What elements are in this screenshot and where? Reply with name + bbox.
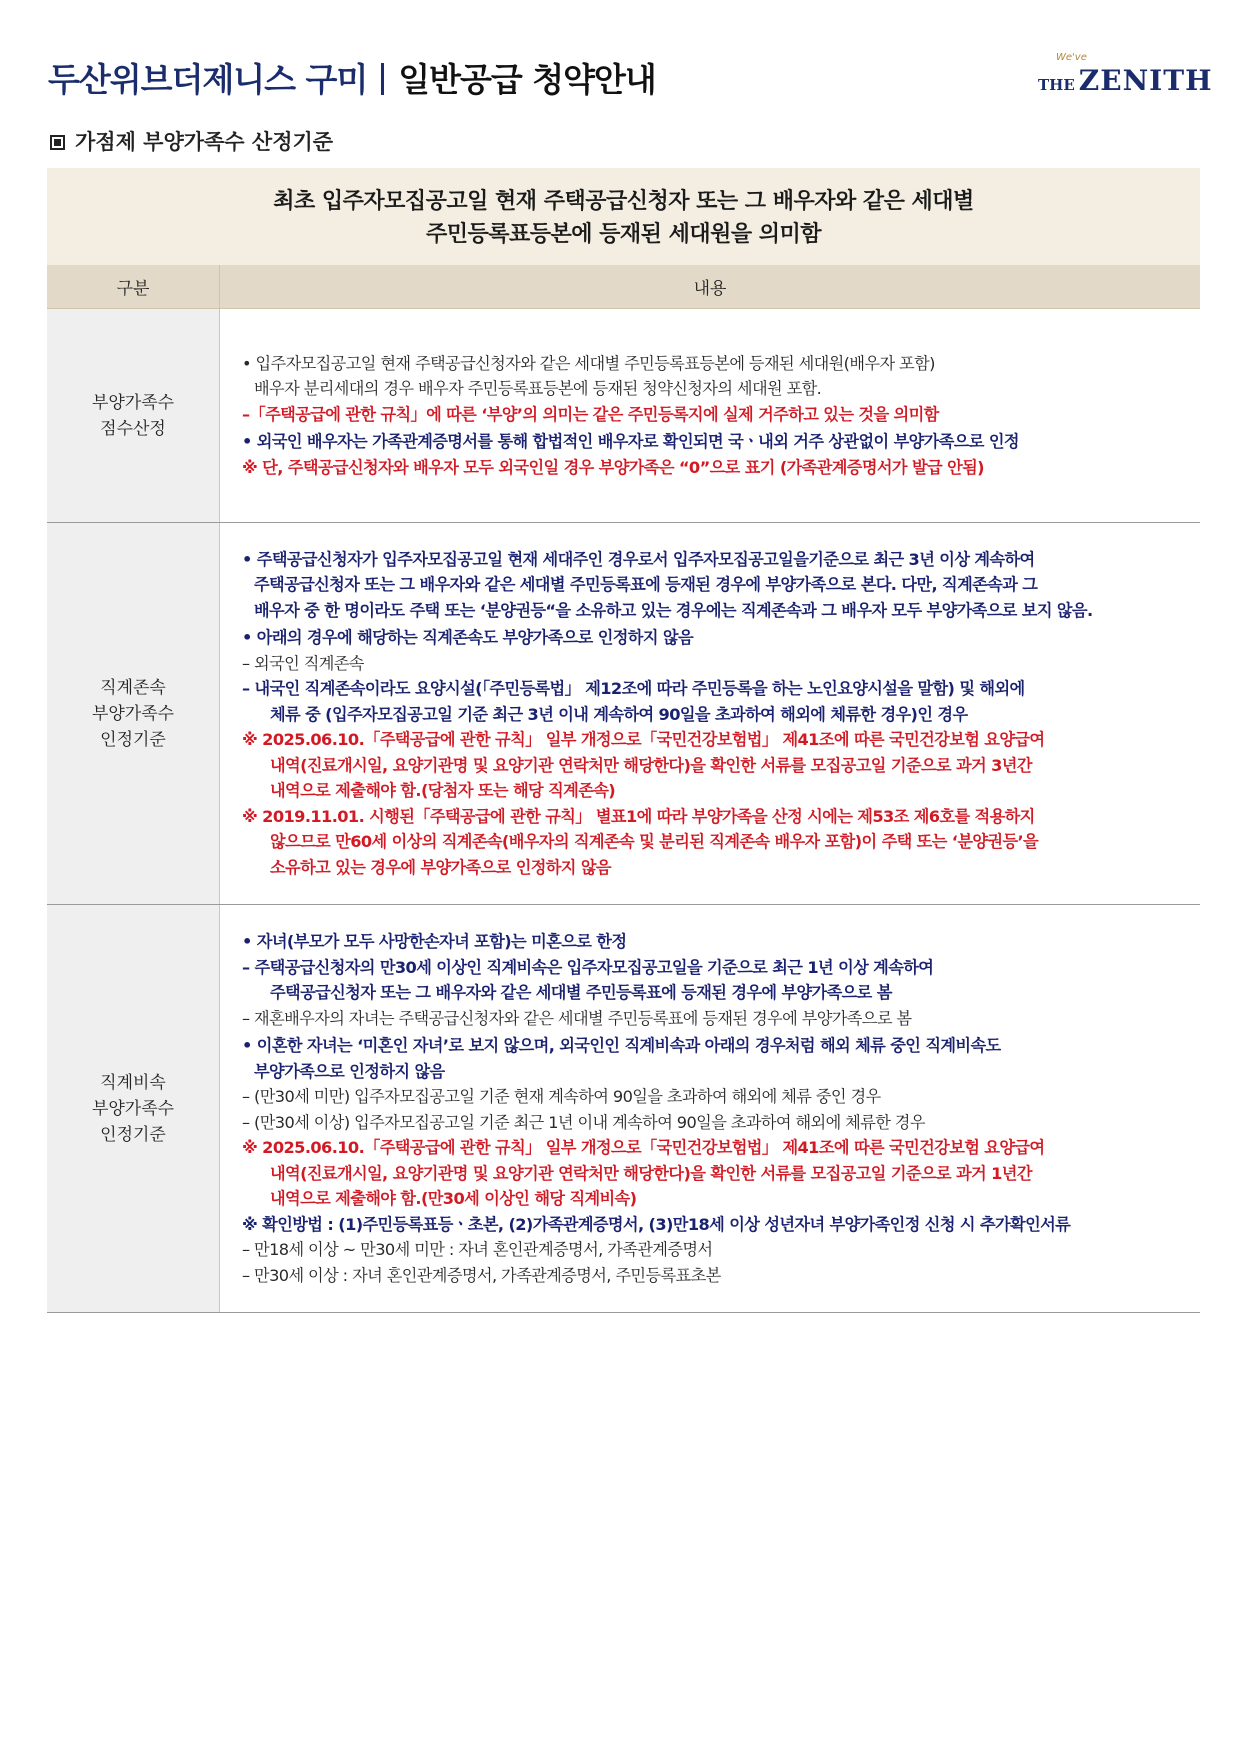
label-line: 직계비속 [100,1072,166,1093]
content-line: 내역(진료개시일, 요양기관명 및 요양기관 연락처만 해당한다)을 확인한 서류를 모집공고일 기준으로 과거 3년간 [270,755,1032,775]
content-line: ※ 2025.06.10.「주택공급에 관한 규칙」 일부 개정으로「국민건강보험법」 제41조에 따른 국민건강보험 요양급여 [242,1138,1045,1157]
logo-main: ZENITH [1078,64,1213,97]
section-title-text: 가점제 부양가족수 산정기준 [75,130,334,154]
content-line: ※ 2025.06.10.「주택공급에 관한 규칙」 일부 개정으로「국민건강보험법」 제41조에 따른 국민건강보험 요양급여 [242,730,1045,750]
row-label [47,905,220,1312]
content-line: 않으므로 만60세 이상의 직계존속(배우자의 직계존속 및 분리된 직계존속 배우자 포함)이 주택 또는 ‘분양권등’을 [270,832,1039,852]
label-line: 인정기준 [100,729,166,750]
label-line: 인정기준 [100,1124,166,1145]
brand-name: 두산위브더제니스 구미 [48,60,368,99]
the-zenith-logo [1038,52,1213,102]
content-line: – 만30세 이상 : 자녀 혼인관계증명서, 가족관계증명서, 주민등록표초본 [242,1265,721,1285]
table-header [47,265,1200,309]
label-line: 부양가족수 [91,1098,175,1119]
content-line: • 주택공급신청자가 입주자모집공고일 현재 세대주인 경우로서 입주자모집공고일을기준으로 최근 3년 이상 계속하여 [242,549,1035,569]
content-line: 배우자 분리세대의 경우 배우자 주민등록표등본에 등재된 청약신청자의 세대원 포함. [254,379,822,399]
content-line: – 내국인 직계존속이라도 요양시설(「주민등록법」 제12조에 따라 주민등록을 하는 노인요양시설을 말함) 및 해외에 [242,679,1025,699]
row-content [220,309,1200,522]
content-line: – 재혼배우자의 자녀는 주택공급신청자와 같은 세대별 주민등록표에 등재된 경우에 부양가족으로 봄 [242,1008,912,1028]
content-line: 체류 중 (입주자모집공고일 기준 최근 3년 이내 계속하여 90일을 초과하여 해외에 체류한 경우)인 경우 [270,704,968,724]
page-header [48,46,1213,106]
header-category: 구분 [47,265,220,308]
content-line: 내역으로 제출해야 함.(만30세 이상인 해당 직계비속) [270,1189,637,1208]
content-line: 내역(진료개시일, 요양기관명 및 요양기관 연락처만 해당한다)을 확인한 서류를 모집공고일 기준으로 과거 1년간 [270,1163,1032,1183]
header-content: 내용 [693,279,727,299]
row-label [47,309,220,522]
title-divider [381,63,384,95]
row-content [220,523,1200,904]
section-title [50,126,333,156]
content-line: – 만18세 이상 ~ 만30세 미만 : 자녀 혼인관계증명서, 가족관계증명서 [242,1240,713,1259]
content-line: – (만30세 이상) 입주자모집공고일 기준 최근 1년 이내 계속하여 90일을 초과하여 해외에 체류한 경우 [242,1112,925,1132]
content-line: ※ 단, 주택공급신청자와 배우자 모두 외국인일 경우 부양가족은 “0”으로 표기 (가족관계증명서가 발급 안됨) [242,457,984,477]
label-line: 부양가족수 [91,703,175,724]
table-row [47,309,1200,523]
content-line: 주택공급신청자 또는 그 배우자와 같은 세대별 주민등록표에 등재된 경우에 부양가족으로 봄 [270,983,892,1002]
logo-the: THE [1038,76,1075,94]
content-line: – 외국인 직계존속 [242,653,364,673]
content-line: 주택공급신청자 또는 그 배우자와 같은 세대별 주민등록표에 등재된 경우에 부양가족으로 본다. 다만, 직계존속과 그 [254,575,1038,595]
content-line: • 아래의 경우에 해당하는 직계존속도 부양가족으로 인정하지 않음 [242,628,693,648]
square-bullet-icon [50,135,65,150]
label-line: 부양가족수 [91,392,175,413]
content-line: ※ 2019.11.01. 시행된「주택공급에 관한 규칙」 별표1에 따라 부양가족을 산정 시에는 제53조 제6호를 적용하지 [242,806,1035,826]
content-line: • 외국인 배우자는 가족관계증명서를 통해 합법적인 배우자로 확인되면 국ㆍ내외 거주 상관없이 부양가족으로 인정 [242,432,1019,452]
banner-line-1: 최초 입주자모집공고일 현재 주택공급신청자 또는 그 배우자와 같은 세대별 [273,189,974,214]
content-line: –「주택공급에 관한 규칙」에 따른 ‘부양’의 의미는 같은 주민등록지에 실제 거주하고 있는 것을 의미함 [242,404,939,424]
label-line: 직계존속 [100,677,166,698]
content-line: • 입주자모집공고일 현재 주택공급신청자와 같은 세대별 주민등록표등본에 등재된 세대원(배우자 포함) [242,353,935,373]
page-subtitle: 일반공급 청약안내 [398,60,656,99]
content-line: 소유하고 있는 경우에 부양가족으로 인정하지 않음 [270,857,611,877]
table-row [47,523,1200,905]
definition-banner [47,168,1200,265]
content-line: 내역으로 제출해야 함.(당첨자 또는 해당 직계존속) [270,781,616,801]
content-line: 부양가족으로 인정하지 않음 [254,1061,445,1081]
row-label [47,523,220,904]
logo-small-text: We've [1056,52,1087,63]
content-line: • 이혼한 자녀는 ‘미혼인 자녀’로 보지 않으며, 외국인인 직계비속과 아래의 경우처럼 해외 체류 중인 직계비속도 [242,1036,1001,1055]
content-line: ※ 확인방법 : (1)주민등록표등ㆍ초본, (2)가족관계증명서, (3)만18세 이상 성년자녀 부양가족인정 신청 시 추가확인서류 [242,1214,1071,1234]
content-line: – (만30세 미만) 입주자모집공고일 기준 현재 계속하여 90일을 초과하여 해외에 체류 중인 경우 [242,1087,881,1106]
criteria-table [47,265,1200,1313]
content-line: • 자녀(부모가 모두 사망한손자녀 포함)는 미혼으로 한정 [242,932,627,951]
label-line: 점수산정 [100,418,166,439]
brand-title [48,54,656,101]
content-line: – 주택공급신청자의 만30세 이상인 직계비속은 입주자모집공고일을 기준으로 최근 1년 이상 계속하여 [242,957,934,977]
banner-line-2: 주민등록표등본에 등재된 세대원을 의미함 [425,222,821,247]
logo-wordmark [1038,64,1213,97]
row-content [220,905,1200,1312]
table-row [47,905,1200,1313]
content-line: 배우자 중 한 명이라도 주택 또는 ‘분양권등“을 소유하고 있는 경우에는 직계존속과 그 배우자 모두 부양가족으로 보지 않음. [254,600,1093,620]
